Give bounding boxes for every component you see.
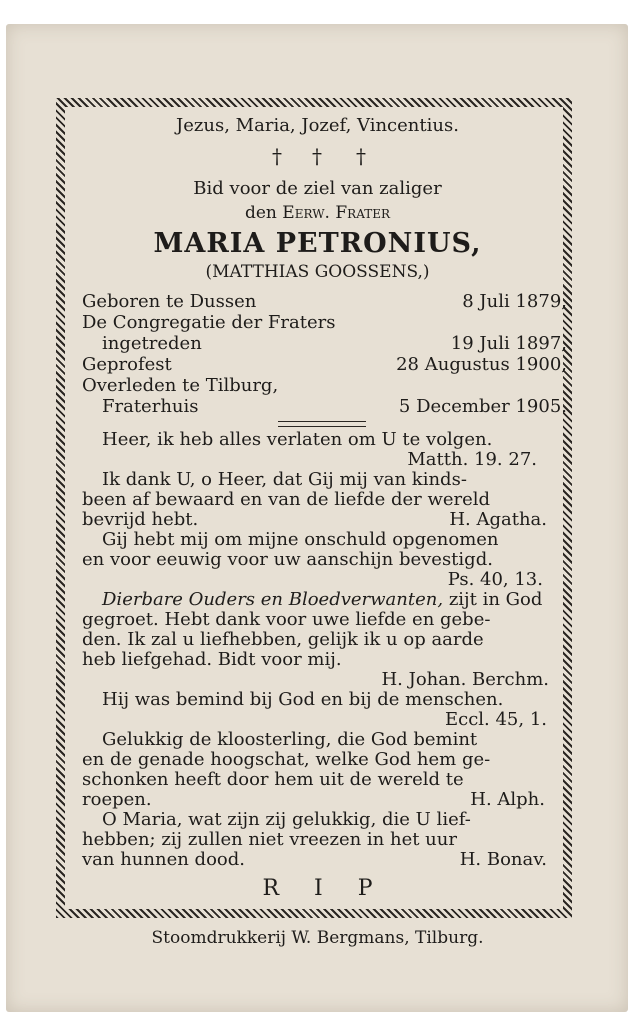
- event-label: Geprofest: [82, 354, 172, 375]
- quote-line: hebben; zij zullen niet vreezen in het uur: [82, 829, 457, 850]
- quote-line: en voor eeuwig voor uw aanschijn bevestigd.: [82, 549, 493, 570]
- birth-name: (MATTHIAS GOOSSENS,): [205, 262, 430, 282]
- rip-line: R I P: [262, 876, 387, 901]
- quote-heading-italic: Dierbare Ouders en Bloedverwanten,: [102, 589, 444, 610]
- quote-source: Ps. 40, 13.: [447, 569, 543, 590]
- quote-source: Eccl. 45, 1.: [444, 709, 547, 730]
- cross-icon: †: [312, 144, 322, 168]
- event-date: 19 Juli 1897,: [450, 333, 567, 354]
- cross-icon: †: [356, 144, 366, 168]
- quote-line: been af bewaard en van de liefde der wereld: [82, 489, 491, 510]
- quote-line: bevrijd hebt.: [82, 509, 199, 530]
- quote-source: H. Agatha.: [449, 509, 547, 530]
- quote-source: H. Alph.: [470, 789, 545, 810]
- quote-line: Hij was bemind bij God en bij de menschen.: [102, 689, 504, 710]
- event-label: Overleden te Tilburg,: [82, 375, 279, 396]
- quote-line: den. Ik zal u liefhebben, gelijk ik u op aarde: [82, 629, 484, 650]
- deceased-name: MARIA PETRONIUS,: [153, 228, 482, 259]
- title-line: [0, 205, 635, 222]
- quote-line: van hunnen dood.: [82, 849, 245, 870]
- quote-line: Gelukkig de kloosterling, die God bemint: [102, 729, 478, 750]
- quote-line: O Maria, wat zijn zij gelukkig, die U lief-: [102, 809, 471, 830]
- quote-line: Heer, ik heb alles verlaten om U te volgen.: [102, 429, 493, 450]
- quote-line: heb liefgehad. Bidt voor mij.: [82, 649, 342, 670]
- printer-credit: Stoomdrukkerij W. Bergmans, Tilburg.: [151, 928, 484, 948]
- prayer-line: Bid voor de ziel van zaliger: [193, 178, 442, 199]
- quote-line: en de genade hoogschat, welke God hem ge-: [82, 749, 491, 770]
- event-label: ingetreden: [102, 333, 202, 354]
- quote-line-rest: zijt in God: [443, 589, 543, 610]
- title-prefix: den: [244, 203, 283, 223]
- quote-line: Ik dank U, o Heer, dat Gij mij van kinds-: [102, 469, 467, 490]
- event-label: De Congregatie der Fraters: [82, 312, 336, 333]
- event-date: 8 Juli 1879,: [462, 291, 567, 312]
- title-rank: Eerw. Frater: [282, 203, 391, 223]
- cross-icon: †: [272, 144, 282, 168]
- quote-source: Matth. 19. 27.: [407, 449, 537, 470]
- quote-line: gegroet. Hebt dank voor uwe liefde en gebe-: [82, 609, 491, 630]
- event-label: Fraterhuis: [102, 396, 199, 417]
- quote-line: schonken heeft door hem uit de wereld te: [82, 769, 464, 790]
- quote-line: roepen.: [82, 789, 152, 810]
- event-date: 28 Augustus 1900,: [396, 354, 567, 375]
- invocation-line: Jezus, Maria, Jozef, Vincentius.: [176, 115, 459, 136]
- event-label: Geboren te Dussen: [82, 291, 257, 312]
- quote-source: H. Johan. Berchm.: [381, 669, 549, 690]
- quote-line: Gij hebt mij om mijne onschuld opgenomen: [102, 529, 499, 550]
- quote-line: [102, 591, 542, 609]
- event-date: 5 December 1905.: [398, 396, 567, 417]
- divider-rule: [278, 421, 366, 427]
- quote-source: H. Bonav.: [459, 849, 547, 870]
